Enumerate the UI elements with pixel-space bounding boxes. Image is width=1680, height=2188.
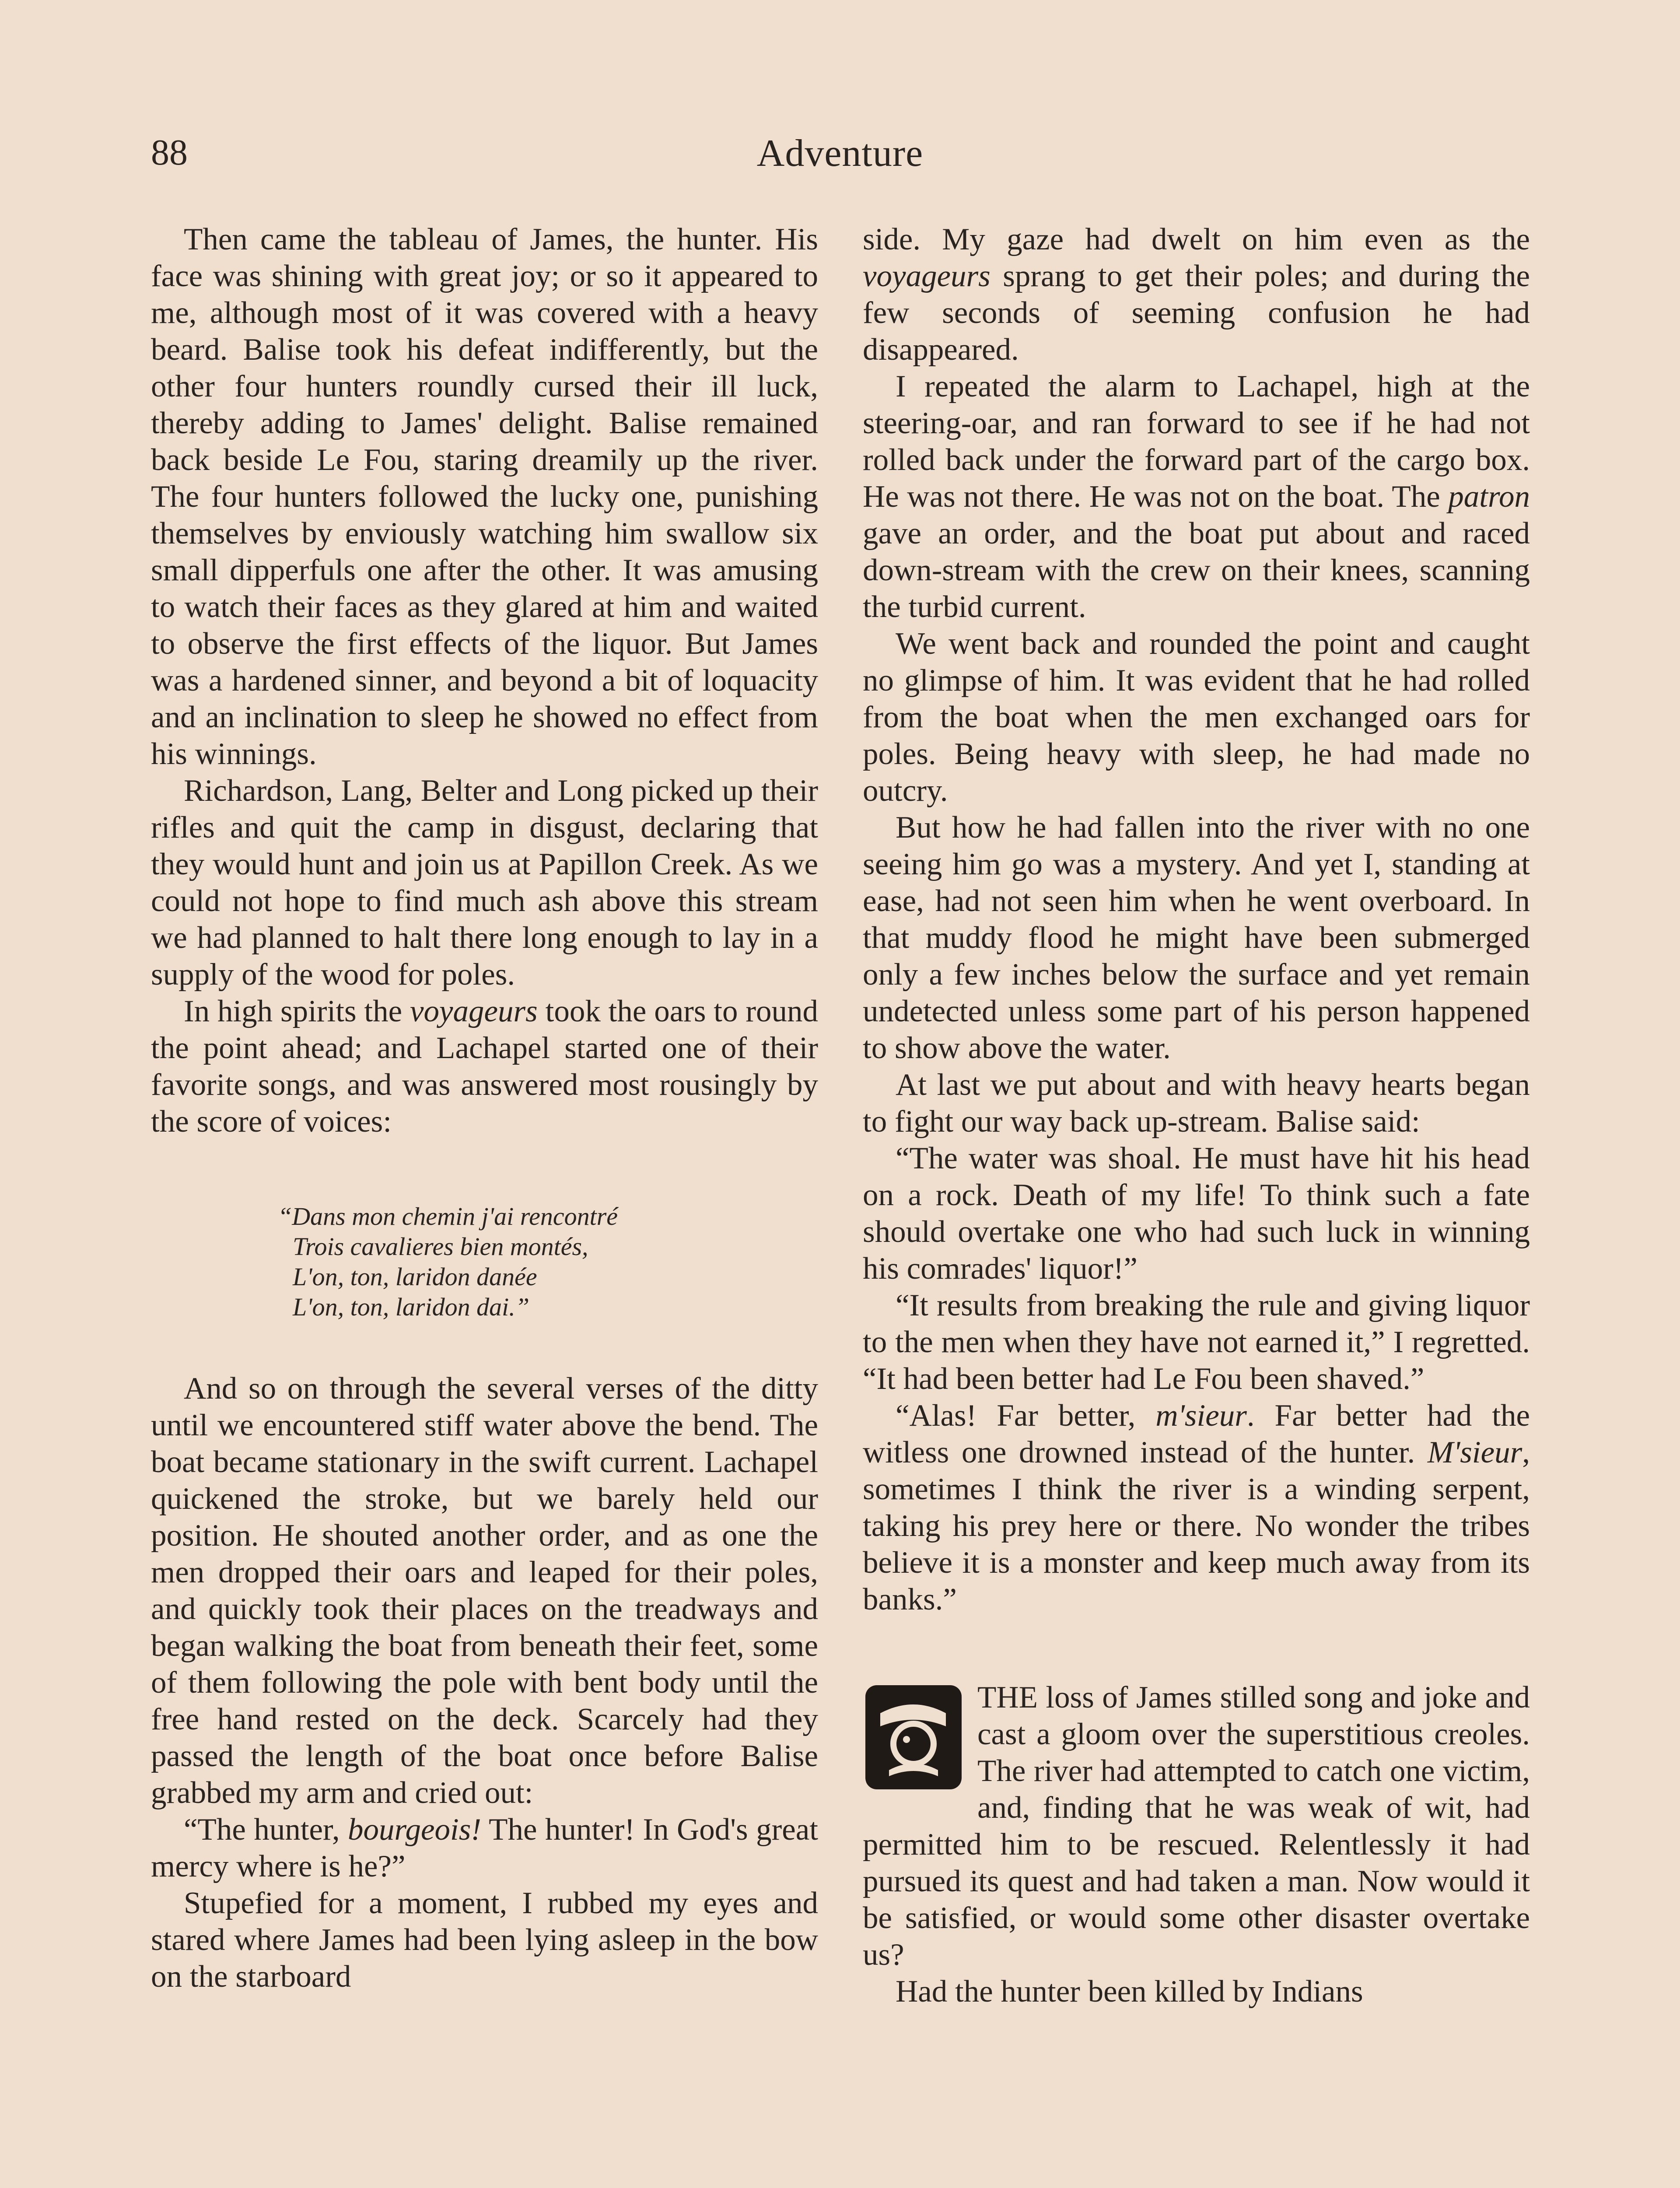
page-header xyxy=(151,131,1529,179)
right-column xyxy=(863,221,1530,2010)
paragraph: THE loss of James stilled song and joke and cast a gloom over the superstitious creoles. The river had attempted to catch one victim, and, finding that he was weak of wit, had permitted him to be rescued. Relentlessly it had pursued its quest and had taken a man. Now would it be satisfied, or would some other disaster overtake us? xyxy=(863,1680,1530,1972)
drop-cap-ornament-icon xyxy=(863,1683,964,1792)
paragraph: But how he had fallen into the river with no one seeing him go was a mystery. And yet I, standing at ease, had not seen him when he went overboard. In that muddy flood he might have been submerged only a few inches below the surface and yet remain undetected unless some part of his person happened to show above the water. xyxy=(863,810,1530,1065)
section-break xyxy=(863,1618,1530,1679)
paragraph: side. My gaze had dwelt on him even as the voyageurs sprang to get their poles; and during the few seconds of seeming confusion he had disappeared. xyxy=(863,222,1530,367)
paragraph: “The hunter, bourgeois! The hunter! In God's great mercy where is he?” xyxy=(151,1813,818,1883)
verse-line: Trois cavalieres bien montés, xyxy=(293,1232,588,1261)
verse-line: “Dans mon chemin j'ai rencontré xyxy=(278,1202,618,1231)
paragraph: “It results from breaking the rule and giving liquor to the men when they have not earned it,” I regretted. “It had been better had Le Fou been shaved.” xyxy=(863,1288,1530,1396)
paragraph: “Alas! Far better, m'sieur. Far better had the witless one drowned instead of the hunter. M'sieur, sometimes I think the river is a winding serpent, taking his prey here or there. No wonder the tribes believe it is a monster and keep much away from its banks.” xyxy=(863,1399,1530,1616)
verse-line: L'on, ton, laridon dai.” xyxy=(293,1293,529,1321)
song-verse xyxy=(151,1201,818,1322)
running-title: Adventure xyxy=(756,132,924,175)
paragraph: In high spirits the voyageurs took the oars to round the point ahead; and Lachapel started one of their favorite songs, and was answered most rousingly by the score of voices: xyxy=(151,994,818,1139)
paragraph: I repeated the alarm to Lachapel, high at the steering-oar, and ran forward to see if he had not rolled back under the forward part of the cargo box. He was not there. He was not on the boat. The patron gave an order, and the boat put about and raced down-stream with the crew on their knees, scanning the turbid current. xyxy=(863,369,1530,624)
paragraph: At last we put about and with heavy hearts began to fight our way back up-stream. Balise said: xyxy=(863,1068,1530,1139)
paragraph: We went back and rounded the point and caught no glimpse of him. It was evident that he had rolled from the boat when the men exchanged oars for poles. Being heavy with sleep, he had made no outcry. xyxy=(863,627,1530,808)
page-number: 88 xyxy=(151,132,188,173)
paragraph: Had the hunter been killed by Indians xyxy=(896,1974,1363,2009)
verse-line: L'on, ton, laridon danée xyxy=(293,1262,537,1291)
paragraph: Stupefied for a moment, I rubbed my eyes and stared where James had been lying asleep in the bow on the starboard xyxy=(151,1886,818,1994)
paragraph: And so on through the several verses of the ditty until we encountered stiff water above the bend. The boat became stationary in the swift current. Lachapel quickened the stroke, but we barely held our position. He shouted another order, and as one the men dropped their oars and leaped for their poles, and quickly took their places on the treadways and began walking the boat from beneath their feet, some of them following the pole with bent body until the free hand rested on the deck. Scarcely had they passed the length of the boat once before Balise grabbed my arm and cried out: xyxy=(151,1371,818,1810)
paragraph: Richardson, Lang, Belter and Long picked up their rifles and quit the camp in disgust, declaring that they would hunt and join us at Papillon Creek. As we could not hope to find much ash above this stream we had planned to halt there long enough to lay in a supply of the wood for poles. xyxy=(151,774,818,992)
left-column xyxy=(151,221,818,1995)
paragraph: “The water was shoal. He must have hit his head on a rock. Death of my life! To think such a fate should overtake one who had such luck in winning his comrades' liquor!” xyxy=(863,1141,1530,1286)
paragraph: Then came the tableau of James, the hunter. His face was shining with great joy; or so it appeared to me, although most of it was covered with a heavy beard. Balise took his defeat indifferently, but the other four hunters roundly cursed their ill luck, thereby adding to James' delight. Balise remained back beside Le Fou, staring dreamily up the river. The four hunters followed the lucky one, punishing themselves by enviously watching him swallow six small dipperfuls one after the other. It was amusing to watch their faces as they glared at him and waited to observe the first effects of the liquor. But James was a hardened sinner, and beyond a bit of loquacity and an inclination to sleep he showed no effect from his winnings. xyxy=(151,222,818,771)
